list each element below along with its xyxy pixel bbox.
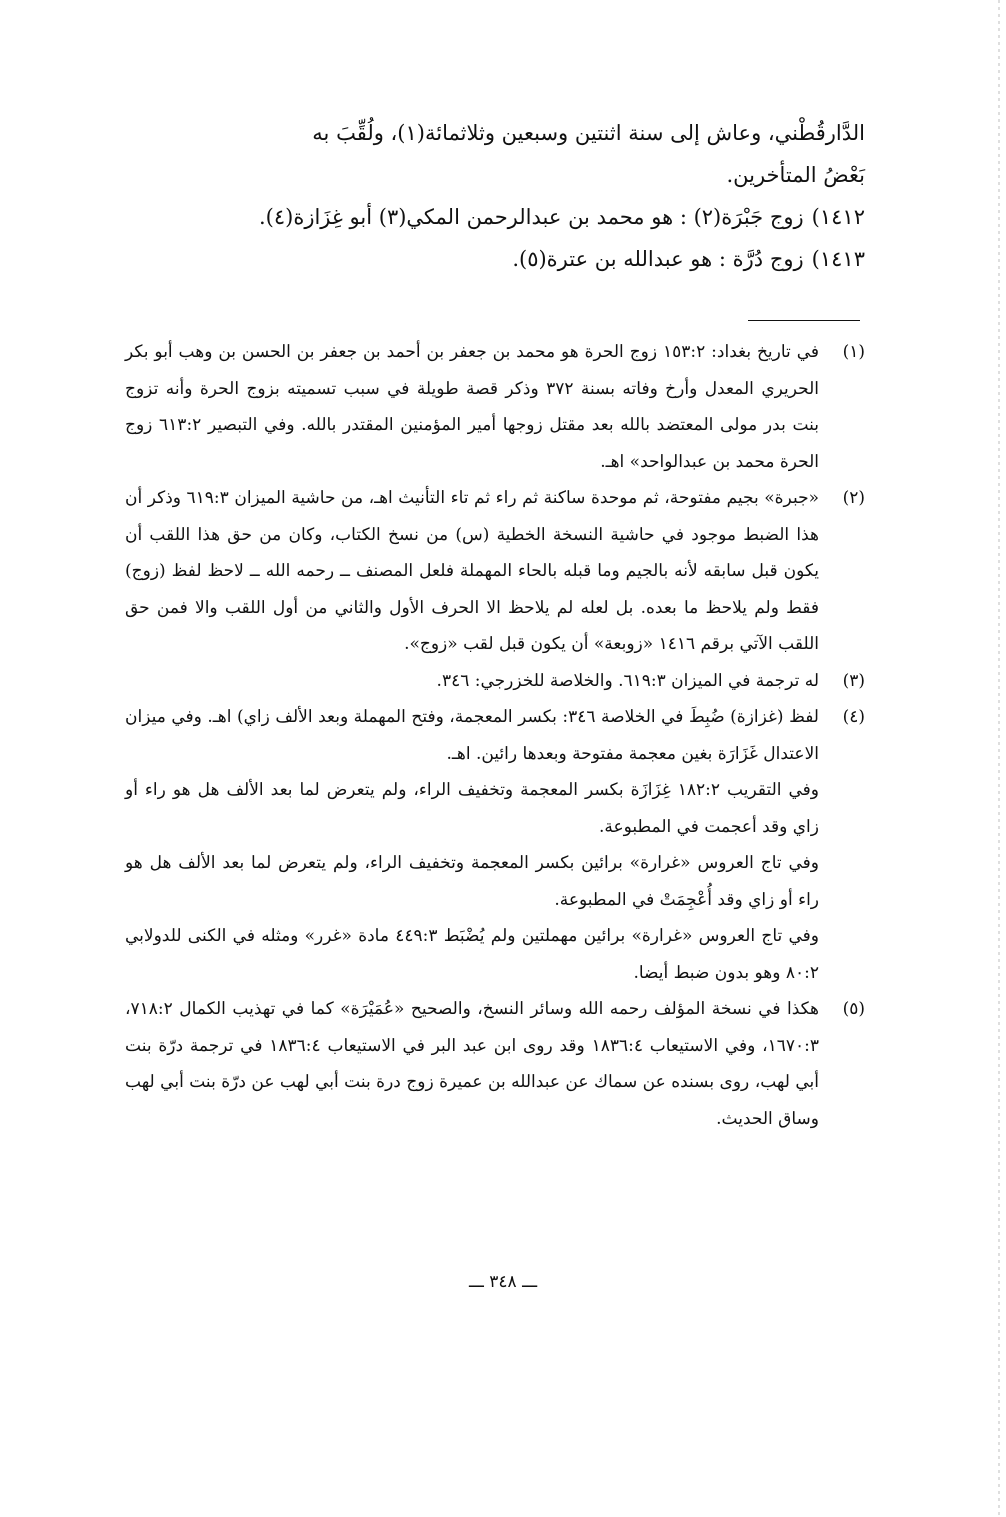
footnote-paragraph: وفي تاج العروس «غرارة» برائين مهملتين ولم يُضْبَط ٤٤٩:٣ مادة «غرر» ومثله في الكنى للدولابي ٨٠:٢ وهو بدون ضبط أيضا.: [125, 926, 820, 983]
footnote-number: (٢): [842, 488, 865, 508]
footnote-2: [125, 480, 865, 663]
footnote-paragraph: «جبرة» بجيم مفتوحة، ثم موحدة ساكنة ثم راء ثم تاء التأنيث اهـ، من حاشية الميزان ٦١٩:٣ وذكر أن هذا الضبط موجود في حاشية النسخة الخطية (س) من نسخ الكتاب، وكان من حق هذا اللقب أن يكون قبل سابقه لأنه بالجيم وما قبله بالحاء المهملة فلعل المصنف ــ رحمه الله ــ لاحظ لفظ (زوج) فقط ولم يلاحظ ما بعده. بل لعله لم يلاحظ الا الحرف الأول والثاني من أول اللقب والا فمن حق اللقب الآتي برقم ١٤١٦ «زوبعة» أن يكون قبل لقب «زوج».: [125, 488, 819, 654]
footnote-paragraph: لفظ (غزازة) ضُبِطَ في الخلاصة ٣٤٦: بكسر المعجمة، وفتح المهملة وبعد الألف زاي) اهـ. وفي ميزان الاعتدال غَزَارَة بغين معجمة مفتوحة وبعدها رائين. اهـ.: [125, 707, 819, 764]
entry-1413: [125, 238, 865, 280]
entry-number: ١٤١٣): [811, 247, 865, 271]
footnote-paragraph: له ترجمة في الميزان ٦١٩:٣. والخلاصة للخزرجي: ٣٤٦.: [436, 670, 819, 691]
footnote-1: [125, 334, 865, 480]
footnote-number: (٥): [842, 999, 865, 1019]
footnote-4: [125, 699, 865, 991]
footnote-separator: [748, 320, 860, 321]
footnote-body: [125, 699, 819, 991]
footnote-paragraph: وفي التقريب ١٨٢:٢ غِزَازَة بكسر المعجمة وتخفيف الراء، ولم يتعرض لما بعد الألف هل هو راء أو زاي وقد أعجمت في المطبوعة.: [125, 780, 819, 837]
footnote-number: (٣): [842, 670, 865, 691]
footnotes: [125, 334, 865, 1137]
entry-text: زوج دُرَّة : هو عبدالله بن عترة(٥).: [512, 247, 804, 271]
footnote-body: [125, 663, 819, 700]
footnote-paragraph: هكذا في نسخة المؤلف رحمه الله وسائر النسخ، والصحيح «عُمَيْرَة» كما في تهذيب الكمال ٧١٨:٢، ١٦٧٠:٣، وفي الاستيعاب ١٨٣٦:٤ وقد روى ابن عبد البر في الاستيعاب ١٨٣٦:٤ في ترجمة درّة بنت أبي لهب، روى بسنده عن سماك عن عبدالله بن عميرة زوج درة بنت أبي لهب عن درّة بنت أبي لهب وساق الحديث.: [125, 999, 820, 1129]
entry-number: ١٤١٢): [811, 205, 865, 229]
footnote-5: [125, 991, 865, 1137]
opening-line-1: الدَّارقُطْني، وعاش إلى سنة اثنتين وسبعين وثلاثمائة(١)، ولُقِّبَ به: [312, 121, 865, 145]
footnote-body: [125, 480, 819, 663]
footnote-body: [125, 991, 819, 1137]
footnote-paragraph: في تاريخ بغداد: ١٥٣:٢ زوج الحرة هو محمد بن جعفر بن أحمد بن جعفر بن الحسن بن وهب أبو بكر الحريري المعدل وأرخ وفاته بسنة ٣٧٢ وذكر قصة طويلة في سبب تسميته بزوج الحرة وأنه تزوج بنت بدر مولى المعتضد بالله بعد مقتل زوجها أمير المؤمنين المقتدر بالله. وفي التبصير ٦١٣:٢ زوج الحرة محمد بن عبدالواحد» اهـ.: [125, 342, 819, 472]
footnote-paragraph: وفي تاج العروس «غرارة» برائين بكسر المعجمة وتخفيف الراء، ولم يتعرض لما بعد الألف هل هو راء أو زاي وقد أُعْجِمَتْ في المطبوعة.: [125, 853, 819, 910]
footnote-body: [125, 334, 819, 480]
opening-line-2: بَعْضُ المتأخرين.: [726, 163, 865, 187]
footnote-number: (٤): [842, 707, 865, 727]
entry-text: زوج جَبْرَة(٢) : هو محمد بن عبدالرحمن المكي(٣) أبو غِزَازة(٤).: [258, 205, 804, 229]
page-number: ـــ ٣٤٨ ـــ: [468, 1272, 538, 1292]
footnote-3: [125, 663, 865, 700]
footnote-number: (١): [842, 342, 865, 362]
entry-1412: [125, 196, 865, 238]
main-text: [125, 112, 865, 280]
